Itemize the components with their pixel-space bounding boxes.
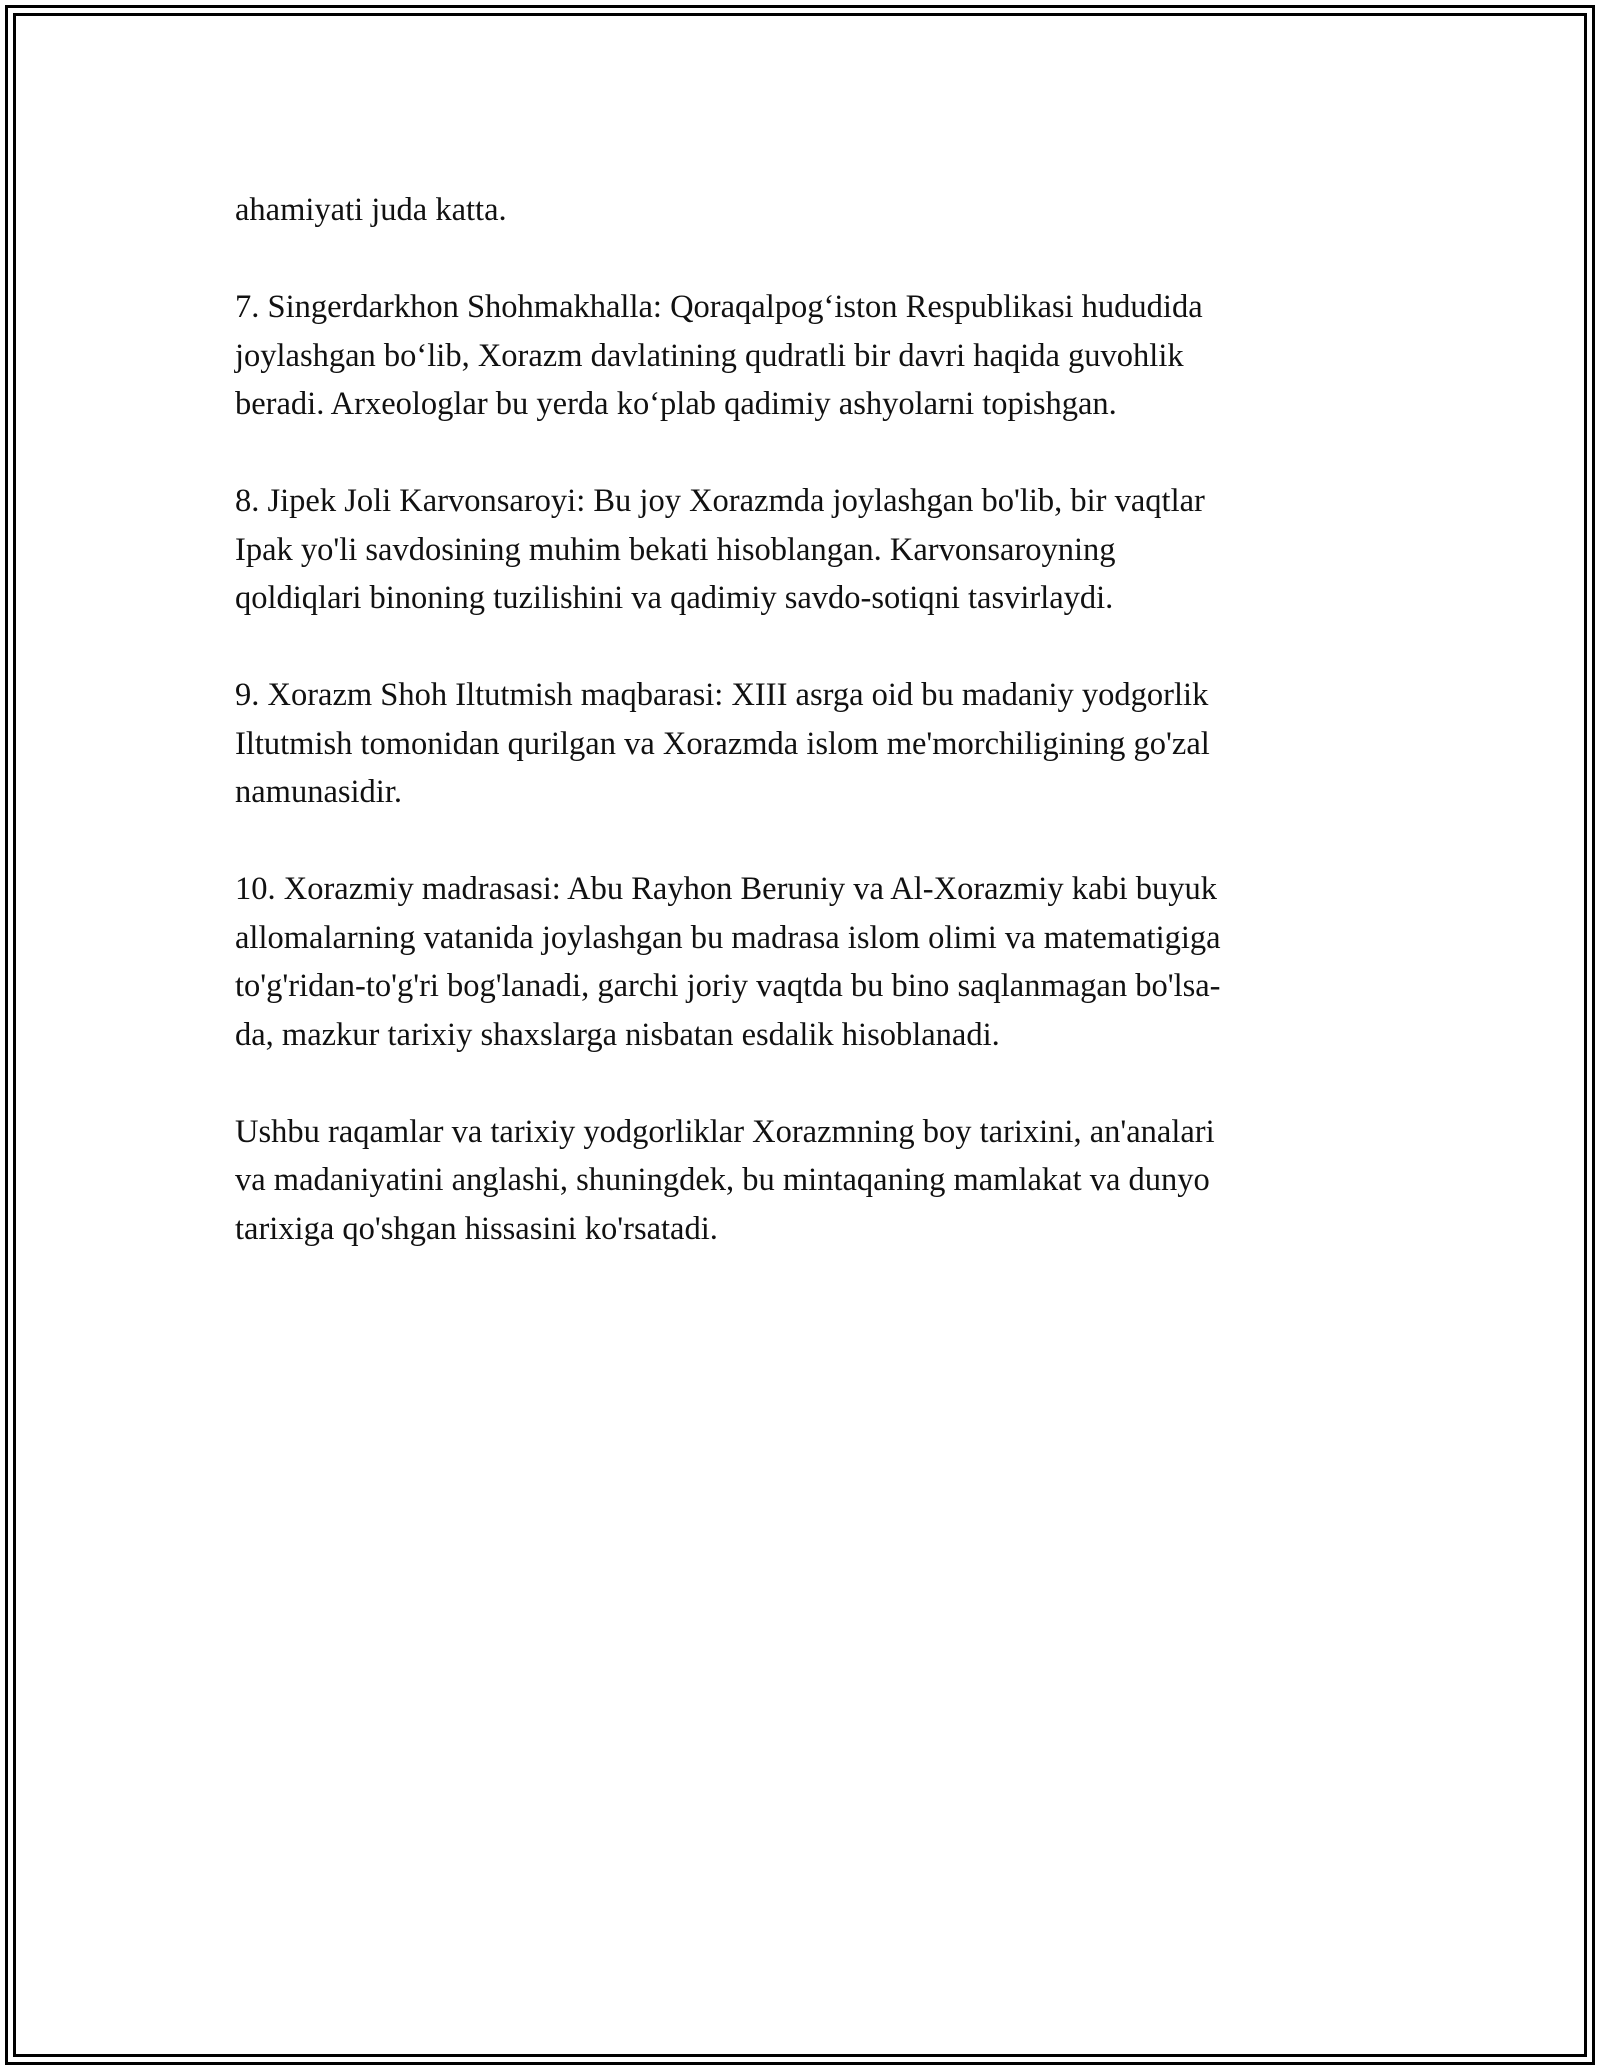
text-line: va madaniyatini anglashi, shuningdek, bu mintaqaning mamlakat va dunyo — [235, 1162, 1210, 1198]
text-line: Ushbu raqamlar va tarixiy yodgorliklar Xorazmning boy tarixini, an'analari — [235, 1113, 1215, 1150]
text-line: Ipak yo'li savdosining muhim bekati hisoblangan. Karvonsaroyning — [235, 531, 1116, 568]
text-line: beradi. Arxeologlar bu yerda ko‘plab qadimiy ashyolarni topishgan. — [235, 386, 1117, 422]
text-line: allomalarning vatanida joylashgan bu madrasa islom olimi va matematigiga — [235, 919, 1221, 956]
text-line: 9. Xorazm Shoh Iltutmish maqbarasi: XIII asrga oid bu madaniy yodgorlik — [235, 677, 1209, 713]
paragraph-continuation — [235, 186, 1375, 235]
document-body — [235, 186, 1375, 1302]
text-line: to'g'ridan-to'g'ri bog'lanadi, garchi joriy vaqtda bu bino saqlanmagan bo'lsa- — [235, 968, 1221, 1004]
paragraph-item-10 — [235, 865, 1375, 1059]
text-line: tarixiga qo'shgan hissasini ko'rsatadi. — [235, 1210, 718, 1247]
text-line: qoldiqlari binoning tuzilishini va qadimiy savdo-sotiqni tasvirlaydi. — [235, 580, 1114, 616]
text-line: 10. Xorazmiy madrasasi: Abu Rayhon Beruniy va Al-Xorazmiy kabi buyuk — [235, 871, 1218, 907]
text-line: ahamiyati juda katta. — [235, 192, 507, 228]
text-line: 8. Jipek Joli Karvonsaroyi: Bu joy Xorazmda joylashgan bo'lib, bir vaqtlar — [235, 483, 1205, 519]
paragraph-item-9 — [235, 671, 1375, 817]
text-line: da, mazkur tarixiy shaxslarga nisbatan esdalik hisoblanadi. — [235, 1016, 1000, 1053]
paragraph-item-7 — [235, 283, 1375, 429]
paragraph-item-8 — [235, 477, 1375, 623]
text-line: joylashgan bo‘lib, Xorazm davlatining qudratli bir davri haqida guvohlik — [235, 337, 1184, 374]
text-line: 7. Singerdarkhon Shohmakhalla: Qoraqalpog‘iston Respublikasi hududida — [235, 289, 1203, 325]
text-line: namunasidir. — [235, 774, 402, 810]
paragraph-conclusion — [235, 1108, 1375, 1254]
text-line: Iltutmish tomonidan qurilgan va Xorazmda islom me'morchiligining go'zal — [235, 725, 1210, 762]
